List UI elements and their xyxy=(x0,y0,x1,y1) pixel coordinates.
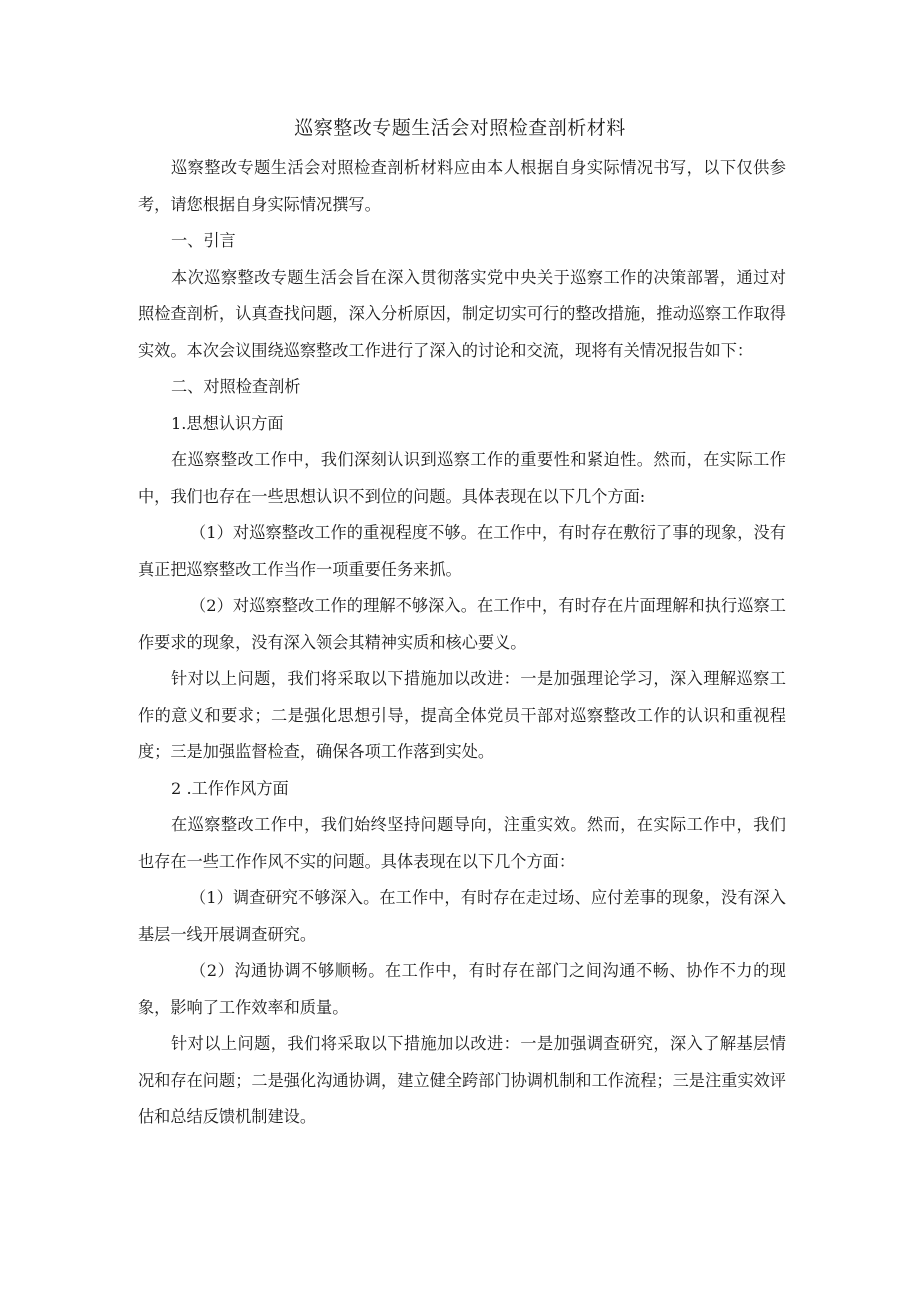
thinking-item-1: （1）对巡察整改工作的重视程度不够。在工作中，有时存在敷衍了事的现象，没有真正把巡察整改工作当作一项重要任务来抓。 xyxy=(138,523,786,579)
subsection-heading-thinking: 1.思想认识方面 xyxy=(171,413,284,433)
thinking-item-2: （2）对巡察整改工作的理解不够深入。在工作中，有时存在片面理解和执行巡察工作要求的现象，没有深入领会其精神实质和核心要义。 xyxy=(138,596,786,652)
intro-paragraph: 巡察整改专题生活会对照检查剖析材料应由本人根据自身实际情况书写，以下仅供参考，请您根据自身实际情况撰写。 xyxy=(138,158,786,214)
work-style-paragraph: 在巡察整改工作中，我们始终坚持问题导向，注重实效。然而，在实际工作中，我们也存在一些工作作风不实的问题。具体表现在以下几个方面： xyxy=(138,815,786,871)
thinking-paragraph: 在巡察整改工作中，我们深刻认识到巡察工作的重要性和紧迫性。然而，在实际工作中，我们也存在一些思想认识不到位的问题。具体表现在以下几个方面: xyxy=(138,450,786,506)
section-heading-analysis: 二、对照检查剖析 xyxy=(171,377,301,396)
introduction-paragraph: 本次巡察整改专题生活会旨在深入贯彻落实党中央关于巡察工作的决策部署，通过对照检查剖析，认真查找问题，深入分析原因，制定切实可行的整改措施，推动巡察工作取得实效。本次会议围绕巡察整改工作进行了深入的讨论和交流，现将有关情况报告如下： xyxy=(138,267,786,360)
work-style-item-1: （1）调查研究不够深入。在工作中，有时存在走过场、应付差事的现象，没有深入基层一线开展调查研究。 xyxy=(138,888,786,944)
work-style-measures-paragraph: 针对以上问题，我们将采取以下措施加以改进：一是加强调查研究，深入了解基层情况和存在问题；二是强化沟通协调，建立健全跨部门协调机制和工作流程；三是注重实效评估和总结反馈机制建设。 xyxy=(138,1034,786,1126)
subsection-heading-work-style: 2 .工作作风方面 xyxy=(171,778,289,798)
document-title: 巡察整改专题生活会对照检查剖析材料 xyxy=(294,117,626,139)
thinking-measures-paragraph: 针对以上问题，我们将采取以下措施加以改进：一是加强理论学习，深入理解巡察工作的意义和要求；二是强化思想引导，提高全体党员干部对巡察整改工作的认识和重视程度；三是加强监督检查，确保各项工作落到实处。 xyxy=(138,669,786,761)
document-body xyxy=(138,150,786,1136)
work-style-item-2: （2）沟通协调不够顺畅。在工作中，有时存在部门之间沟通不畅、协作不力的现象，影响了工作效率和质量。 xyxy=(138,961,786,1017)
section-heading-introduction: 一、引言 xyxy=(171,231,236,250)
